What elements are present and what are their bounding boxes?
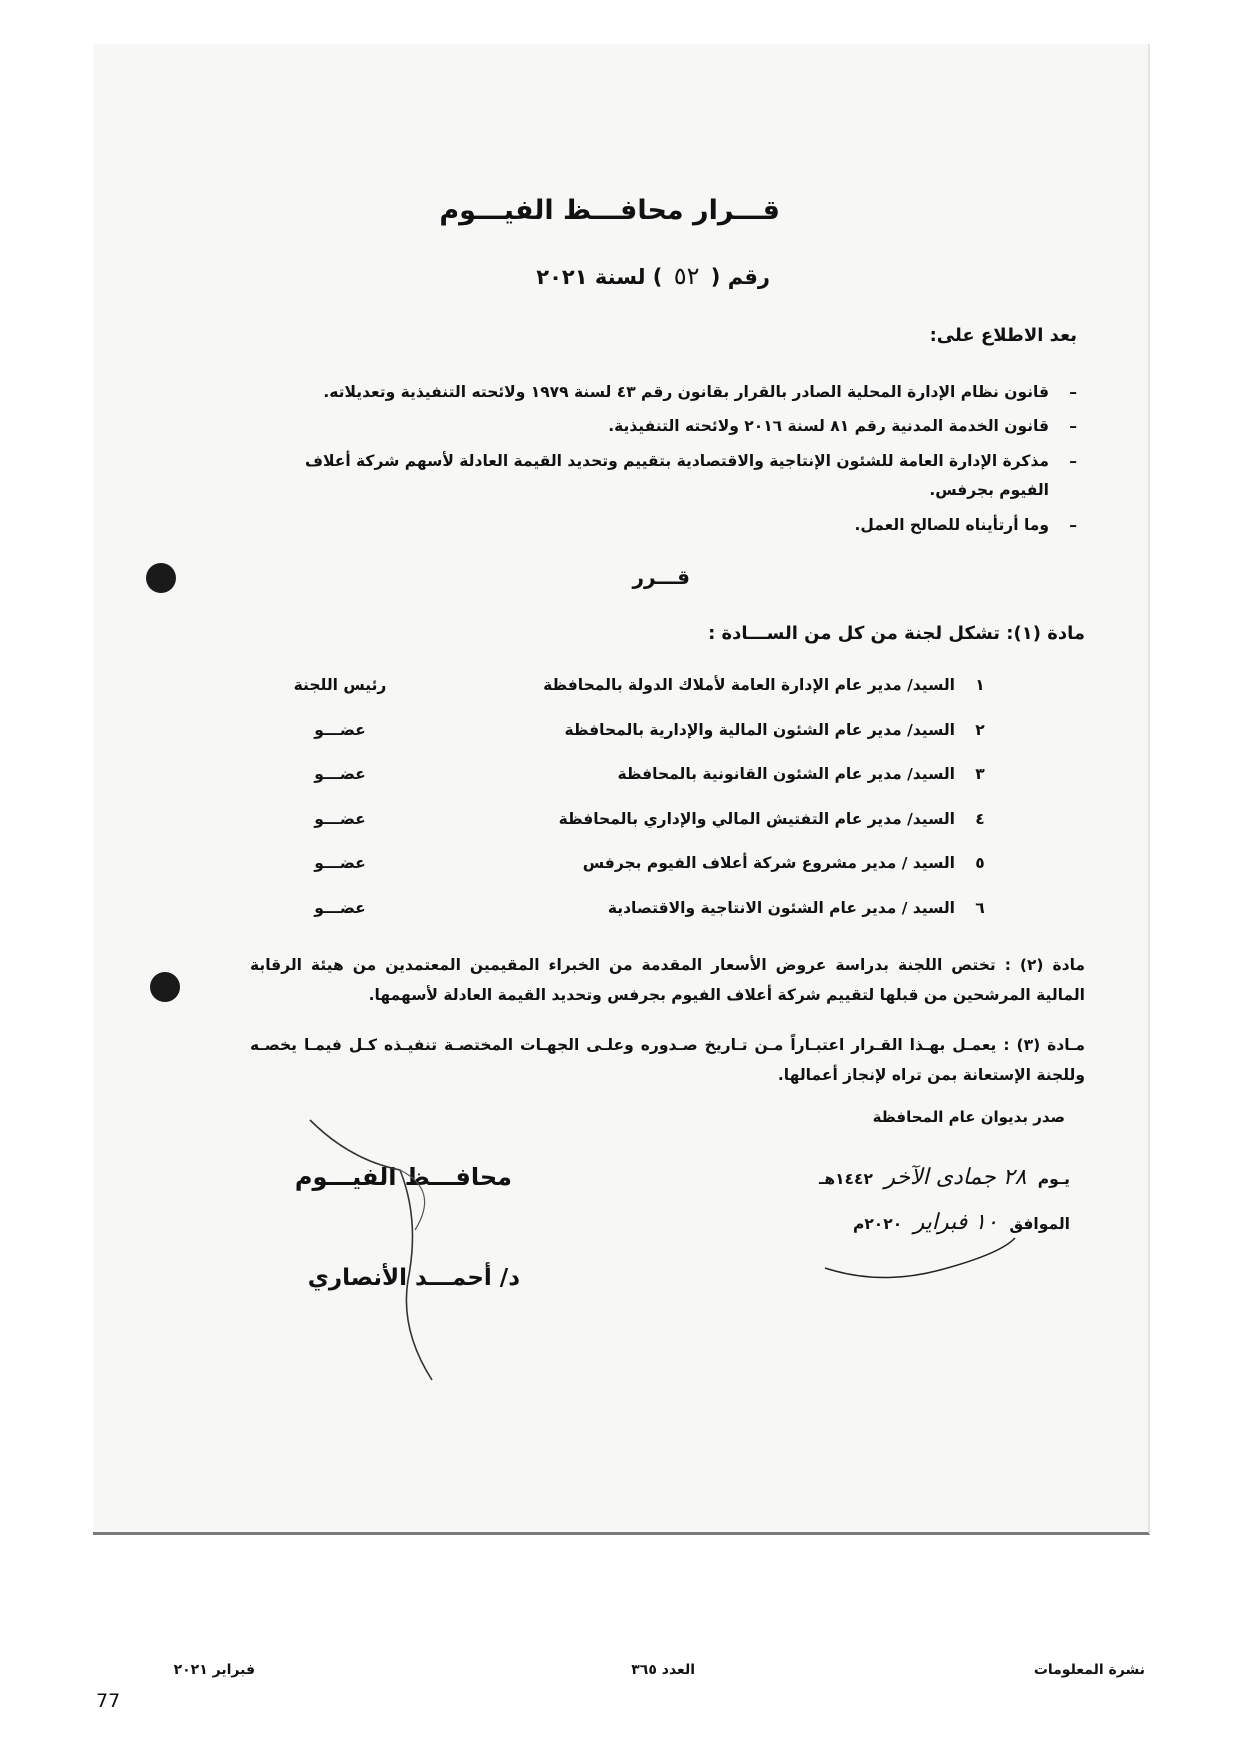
preamble-clause-text: وما أرتأيناه للصالح العمل.	[854, 515, 1049, 534]
table-row	[285, 797, 1005, 842]
preamble-clauses	[257, 378, 1077, 545]
decree-title: قـــرار محافـــظ الفيـــوم	[439, 195, 780, 226]
member-name: السيد/ مدير عام الشئون المالية والإدارية بالمحافظة	[564, 720, 955, 739]
member-role: عضـــو	[314, 854, 366, 873]
hijri-day-handwritten: ٢٨ جمادى الآخر	[884, 1165, 1027, 1190]
hijri-label: يـوم	[1037, 1170, 1070, 1188]
article-2: مادة (٢) : تختص اللجنة بدراسة عروض الأسعار المقدمة من الخبراء المقيمين المعتمدين من هيئة الرقابة المالية المرشحين من قبلها لتقييم شركة أعلاف الفيوم بجرفس وتحديد القيمة العادلة لأسهمها.	[250, 956, 1085, 1005]
gregorian-year: ٢٠٢٠م	[852, 1215, 903, 1233]
member-name: السيد/ مدير عام التفتيش المالي والإداري بالمحافظة	[558, 809, 955, 828]
table-row	[285, 841, 1005, 886]
footer-publication: نشرة المعلومات	[1033, 1662, 1145, 1678]
preamble-clause-text: قانون الخدمة المدنية رقم ٨١ لسنة ٢٠١٦ ولائحته التنفيذية.	[608, 417, 1049, 436]
signer-name: د/ أحمـــد الأنصاري	[307, 1265, 520, 1291]
member-number: ٣	[975, 765, 985, 784]
date-underline-scribble	[820, 1218, 1020, 1288]
member-name: السيد/ مدير عام الشئون القانونية بالمحافظة	[617, 765, 955, 784]
signature-scribble	[290, 1100, 470, 1390]
member-role: رئيس اللجنة	[293, 676, 387, 695]
table-row	[285, 663, 1005, 708]
preamble-clause: – قانون نظام الإدارة المحلية الصادر بالقرار بقانون رقم ٤٣ لسنة ١٩٧٩ ولائحته التنفيذية وتعديلاته.	[323, 383, 1077, 401]
member-role: عضـــو	[314, 765, 366, 784]
preamble-intro: بعد الاطلاع على:	[929, 325, 1077, 346]
decision-heading: قـــرر	[632, 565, 690, 589]
gregorian-day-handwritten: ١٠ فبراير	[913, 1210, 998, 1235]
preamble-clause: – مذكرة الإدارة العامة للشئون الإنتاجية والاقتصادية بتقييم وتحديد القيمة العادلة لأسهم شركة أعلاف الفيوم بجرفس.	[304, 451, 1077, 500]
footer-date: فبراير ٢٠٢١	[173, 1662, 255, 1678]
member-name: السيد / مدير عام الشئون الانتاجية والاقتصادية	[607, 898, 955, 917]
member-role: عضـــو	[314, 898, 366, 917]
binder-hole	[146, 563, 176, 593]
preamble-clause: – قانون الخدمة المدنية رقم ٨١ لسنة ٢٠١٦ ولائحته التنفيذية.	[608, 417, 1077, 436]
decree-number-handwritten: ٥٢	[673, 262, 700, 290]
member-number: ٢	[975, 720, 985, 739]
binder-hole	[150, 972, 180, 1002]
preamble-clause-text: قانون نظام الإدارة المحلية الصادر بالقرار بقانون رقم ٤٣ لسنة ١٩٧٩ ولائحته التنفيذية وتعديلاته.	[323, 383, 1049, 401]
table-row	[285, 886, 1005, 931]
member-role: عضـــو	[314, 809, 366, 828]
member-name: السيد / مدير مشروع شركة أعلاف الفيوم بجرفس	[582, 854, 955, 873]
governor-title: محافـــظ الفيـــوم	[294, 1163, 512, 1191]
decree-number	[536, 262, 770, 290]
hijri-year: ١٤٤٢هـ	[819, 1170, 873, 1188]
page-number: 77	[96, 1690, 121, 1712]
article-3: مـادة (٣) : يعمـل بهـذا القـرار اعتبـاراً مـن تـاريخ صـدوره وعلـى الجهـات المختصـة تنفيـذه كـل فيمـا يخصـه وللجنة الإستعانة بمن تراه لإنجاز أعمالها.	[250, 1036, 1085, 1085]
member-name: السيد/ مدير عام الإدارة العامة لأملاك الدولة بالمحافظة	[543, 676, 955, 695]
member-number: ٦	[975, 898, 985, 917]
member-number: ٤	[975, 809, 985, 828]
issued-at: صدر بديوان عام المحافظة	[872, 1108, 1065, 1126]
committee-members-table	[285, 663, 1005, 930]
table-row	[285, 752, 1005, 797]
hijri-date	[819, 1165, 1070, 1190]
member-role: عضـــو	[314, 720, 366, 739]
footer-issue: العدد ٣٦٥	[631, 1662, 695, 1678]
article-1-title: مادة (١): تشكل لجنة من كل من الســـادة :	[708, 623, 1085, 644]
preamble-clause-text: مذكرة الإدارة العامة للشئون الإنتاجية والاقتصادية بتقييم وتحديد القيمة العادلة لأسهم شركة أعلاف الفيوم بجرفس.	[304, 451, 1049, 500]
decree-number-suffix: ) لسنة ٢٠٢١	[536, 265, 663, 289]
member-number: ١	[975, 676, 985, 695]
member-number: ٥	[975, 854, 985, 873]
decree-number-prefix: رقم (	[710, 265, 770, 289]
table-row	[285, 708, 1005, 753]
preamble-clause: – وما أرتأيناه للصالح العمل.	[854, 515, 1077, 534]
gregorian-label: الموافق	[1009, 1215, 1070, 1233]
